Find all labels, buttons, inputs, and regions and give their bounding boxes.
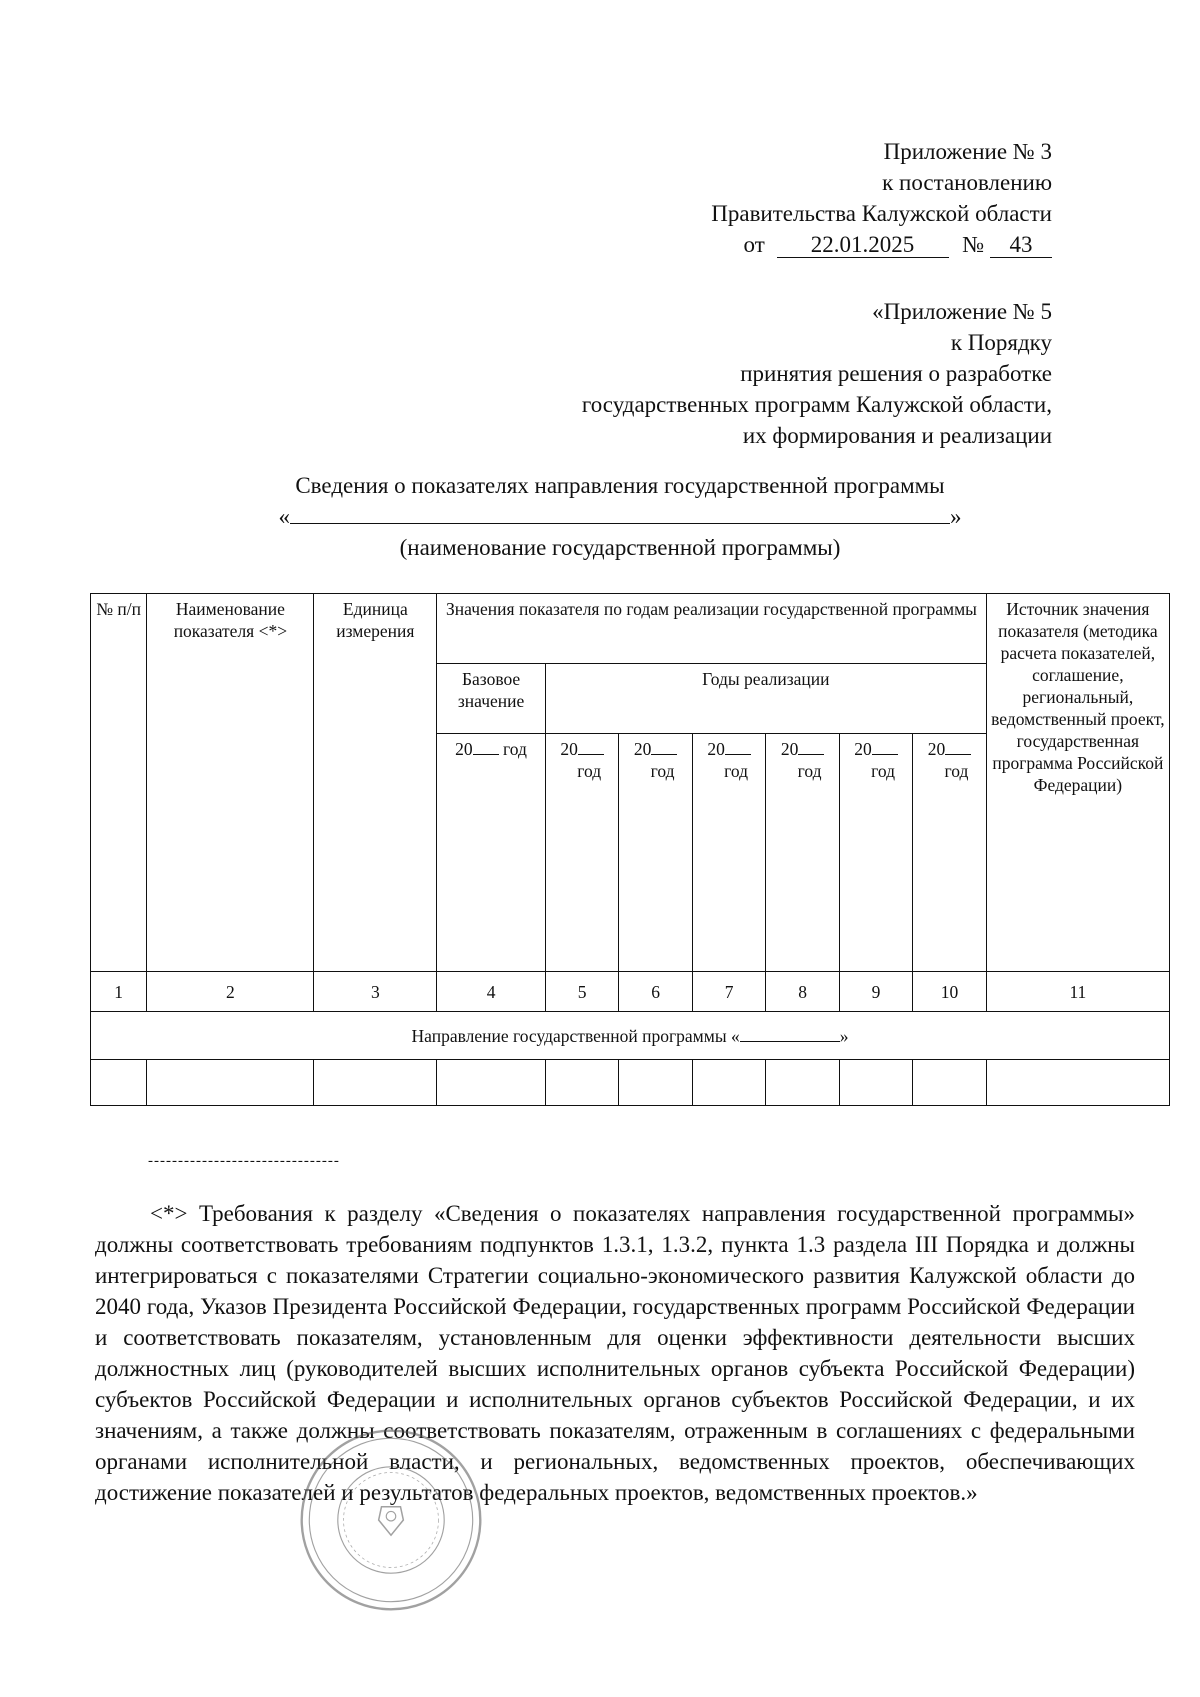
empty-cell: [692, 1060, 765, 1106]
column-number: 8: [766, 972, 839, 1012]
year-cell: 20 год: [766, 734, 839, 972]
base-year-cell: 20 год: [437, 734, 546, 972]
number-prefix: №: [962, 232, 985, 257]
header-date-line: [711, 229, 1052, 260]
header-decree-line: к постановлению: [882, 170, 1052, 195]
empty-cell: [91, 1060, 147, 1106]
header-government-line: Правительства Калужской области: [711, 201, 1052, 226]
program-name-blank: [290, 501, 950, 524]
column-number: 9: [839, 972, 912, 1012]
appendix-line-2: к Порядку: [950, 330, 1052, 355]
empty-cell: [437, 1060, 546, 1106]
header-values: Значения показателя по годам реализации государственной программы: [437, 594, 987, 664]
header-indicator-name: Наименование показателя <*>: [147, 594, 314, 972]
empty-cell: [766, 1060, 839, 1106]
title-line: Сведения о показателях направления государственной программы: [295, 473, 945, 498]
year-cell: 20 год: [545, 734, 618, 972]
footnote-text: <*> Требования к разделу «Сведения о показателях направления государственной программы» должны соответствовать требованиям подпунктов 1.3.1, 1.3.2, пункта 1.3 раздела III Порядка и должны интегрироваться с показателями Стратегии социально-экономического развития Калужской области до 2040 года, Указов Президента Российской Федерации, государственных программ Российской Федерации и соответствовать показателям, установленным для оценки эффективности деятельности высших должностных лиц (руководителей высших исполнительных органов субъекта Российской Федерации) субъектов Российской Федерации и исполнительных органов субъектов Российской Федерации, и их значениям, а также должны соответствовать показателям, отраженным в соглашениях с федеральными органами исполнительной власти, и региональных, ведомственных проектов, обеспечивающих достижение показателей и результатов федеральных проектов, ведомственных проектов.»: [95, 1201, 1135, 1505]
footnote-separator: --------------------------------: [148, 1153, 340, 1169]
header-num: № п/п: [91, 594, 147, 972]
empty-cell: [619, 1060, 692, 1106]
stamp-center-ring: [338, 1467, 444, 1573]
year-cell: 20 год: [692, 734, 765, 972]
stamp-outer-ring: [302, 1431, 481, 1610]
header-unit: Единица измерения: [314, 594, 437, 972]
year-cell: 20 год: [839, 734, 912, 972]
column-number: 11: [986, 972, 1169, 1012]
year-cell: 20 год: [619, 734, 692, 972]
stamp-emblem-dot: [386, 1511, 396, 1521]
stamp-inner-ring: [309, 1438, 472, 1601]
program-name-line: [250, 501, 990, 532]
direction-cell: Направление государственной программы « »: [91, 1012, 1170, 1060]
table-header-row-1: [91, 594, 1170, 664]
year-cell: 20 год: [913, 734, 986, 972]
appendix-line-4: государственных программ Калужской области,: [581, 392, 1052, 417]
empty-data-row: [91, 1060, 1170, 1106]
official-stamp-icon: [296, 1425, 486, 1615]
date-field: 22.01.2025: [777, 233, 949, 258]
appendix-block: [582, 296, 1052, 451]
column-number: 2: [147, 972, 314, 1012]
empty-cell: [545, 1060, 618, 1106]
column-number: 1: [91, 972, 147, 1012]
column-numbers-row: [91, 972, 1170, 1012]
column-number: 5: [545, 972, 618, 1012]
open-quote: «: [278, 504, 290, 529]
stamp-text-band: [344, 1473, 439, 1568]
header-block: [711, 136, 1052, 260]
empty-cell: [147, 1060, 314, 1106]
appendix-line-3: принятия решения о разработке: [740, 361, 1052, 386]
program-name-caption: (наименование государственной программы): [399, 535, 841, 560]
indicators-table: [90, 593, 1170, 1106]
number-field: 43: [990, 233, 1052, 258]
empty-cell: [839, 1060, 912, 1106]
document-title: [250, 470, 990, 563]
column-number: 4: [437, 972, 546, 1012]
direction-row: [91, 1012, 1170, 1060]
column-number: 10: [913, 972, 986, 1012]
empty-cell: [314, 1060, 437, 1106]
close-quote: »: [950, 504, 962, 529]
date-prefix: от: [743, 232, 765, 257]
header-years: Годы реализации: [545, 664, 986, 734]
empty-cell: [913, 1060, 986, 1106]
column-number: 6: [619, 972, 692, 1012]
header-source: Источник значения показателя (методика расчета показателей, соглашение, региональный, ведомственный проект, государственная программа Российской Федерации): [986, 594, 1169, 972]
empty-cell: [986, 1060, 1169, 1106]
appendix-line-5: их формирования и реализации: [742, 423, 1052, 448]
header-base-value: Базовое значение: [437, 664, 546, 734]
header-appendix-line: Приложение № 3: [883, 139, 1052, 164]
appendix-line-1: «Приложение № 5: [872, 299, 1052, 324]
column-number: 3: [314, 972, 437, 1012]
column-number: 7: [692, 972, 765, 1012]
